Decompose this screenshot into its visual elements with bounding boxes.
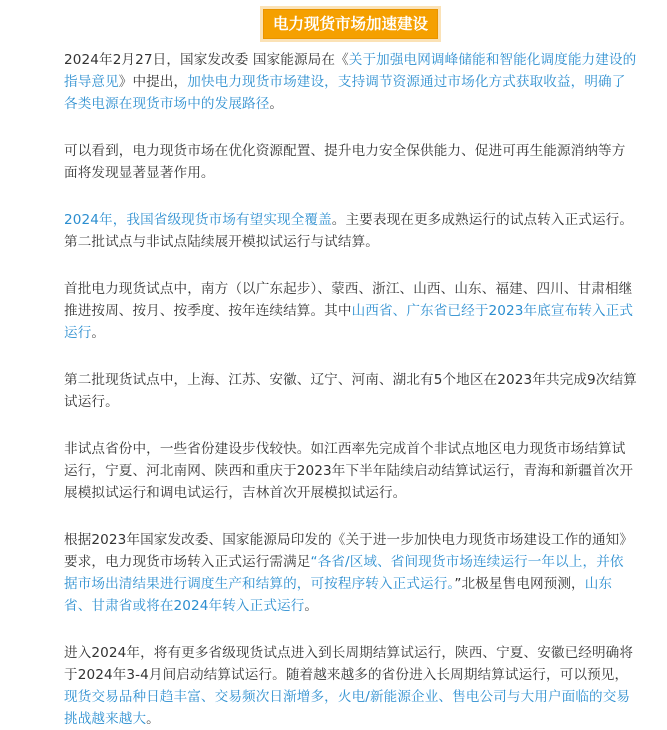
body-text: 。 [91,325,106,341]
body-text: 。 [269,96,284,112]
paragraph [64,642,637,730]
body-text: 首批电力现货试点中，南方（以广东起步）、蒙西、浙江、山西、山东、福建、四川、甘肃相继推进按周、按月、按季度、按年连续结算。其中 [64,281,633,319]
paragraph [64,438,637,504]
article-title: 电力现货市场加速建设 [263,9,438,39]
body-text: 非试点省份中，一些省份建设步伐较快。如江西率先完成首个非试点地区电力现货市场结算试运行，宁夏、河北南网、陕西和重庆于2023年下半年陆续启动结算试运行，青海和新疆首次开展模拟试运行和调电试运行，吉林首次开展模拟试运行。 [64,441,634,501]
highlighted-text: “各省/区域、省间现货市场连续运行一年以上，并依据市场出清结果进行调度生产和结算的，可按程序转入正式运行。 [64,554,624,592]
title-section [64,0,637,49]
body-text: ”北极星售电网预测， [454,576,585,592]
highlighted-text: 2024年，我国省级现货市场有望实现全覆盖 [64,212,332,228]
paragraph [64,209,637,253]
highlighted-text: 现货交易品种日趋丰富、交易频次日渐增多，火电/新能源企业、售电公司与大用户面临的交易挑战越来越大 [64,689,631,727]
body-text: 》中提出， [118,74,188,90]
body-text: 可以看到，电力现货市场在优化资源配置、提升电力安全保供能力、促进可再生能源消纳等方面将发现显著显著作用。 [64,143,626,181]
body-text: 。主要表现在更多成熟运行的试点转入正式运行。第二批试点与非试点陆续展开模拟试运行与试结算。 [64,212,634,250]
body-text: 第二批现货试点中，上海、江苏、安徽、辽宁、河南、湖北有5个地区在2023年共完成9次结算试运行。 [64,372,637,410]
paragraph [64,49,637,115]
article-body [64,49,637,730]
highlighted-text: 山西省、广东省已经于2023年底宣布转入正式运行 [64,303,634,341]
paragraph [64,369,637,413]
body-text: 。 [146,711,160,727]
body-text: 进入2024年，将有更多省级现货试点进入到长周期结算试运行，陕西、宁夏、安徽已经明确将于2024年3-4月间启动结算试运行。随着越来越多的省份进入长周期结算试运行，可以预见， [64,645,634,683]
paragraph [64,140,637,184]
body-text: 。 [304,598,319,614]
body-text: 根据2023年国家发改委、国家能源局印发的《关于进一步加快电力现货市场建设工作的通知》要求，电力现货市场转入正式运行需满足 [64,532,634,570]
highlighted-text: 山东省、甘肃省或将在2024年转入正式运行 [64,576,613,614]
highlighted-text: 加快电力现货市场建设，支持调节资源通过市场化方式获取收益，明确了各类电源在现货市场中的发展路径 [64,74,626,112]
body-text: 2024年2月27日，国家发改委 国家能源局在《 [64,52,349,68]
paragraph [64,529,637,617]
highlighted-text: 关于加强电网调峰储能和智能化调度能力建设的指导意见 [64,52,637,90]
paragraph [64,278,637,344]
